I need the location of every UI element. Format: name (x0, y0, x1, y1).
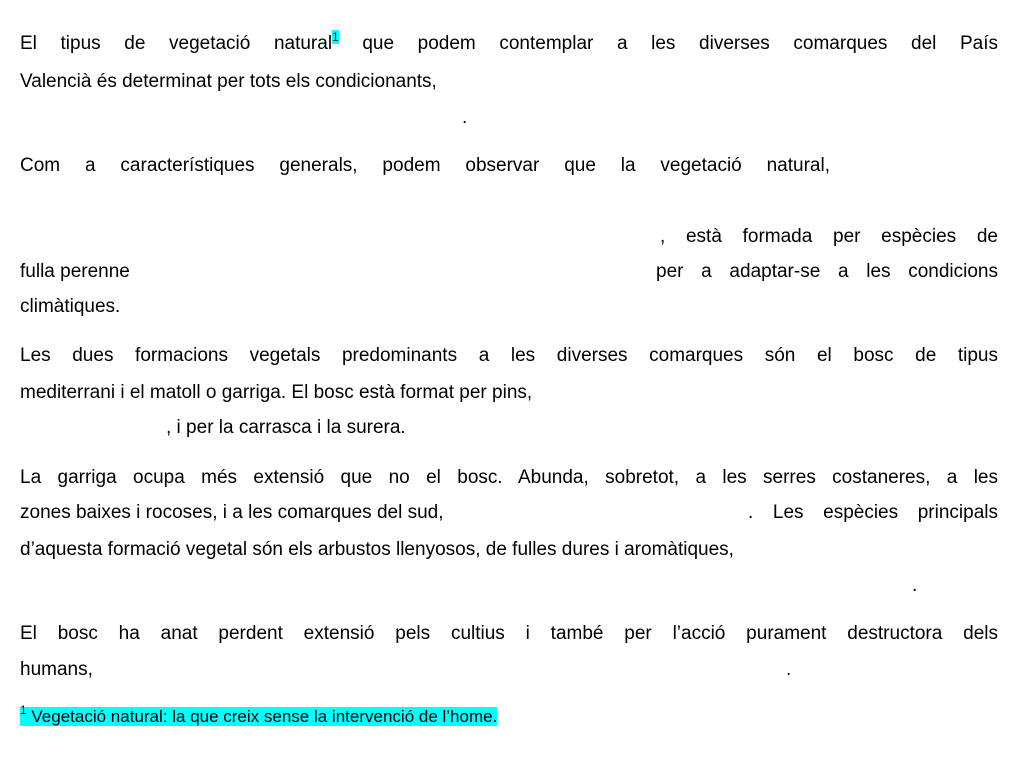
trailing-dot: . (462, 107, 468, 128)
footnote-ref-marker: 1 (332, 30, 339, 44)
p4-line-2 (20, 498, 998, 528)
trailing-dot: . (912, 575, 918, 596)
trailing-dot: . (786, 659, 792, 680)
text: Com a característiques generals, podem observar que la vegetació natural, (20, 155, 830, 176)
p2-line-4: climàtiques. (20, 296, 121, 317)
text: humans, (20, 659, 93, 680)
p1-line-2: Valencià és determinat per tots els condicionants, (20, 71, 437, 92)
p3-line-2: mediterrani i el matoll o garriga. El bosc està format per pins, (20, 382, 533, 403)
footnote (20, 703, 998, 731)
p4-line-1: La garriga ocupa més extensió que no el bosc. Abunda, sobretot, a les serres costaneres, a les (20, 467, 998, 488)
text: . Les espècies principals (748, 502, 998, 523)
text: El tipus de vegetació natural (20, 33, 333, 54)
p3-line-1: Les dues formacions vegetals predominants a les diverses comarques són el bosc de tipus (20, 345, 998, 366)
footnote-highlight (20, 703, 498, 726)
p5-line-2 (20, 655, 998, 685)
p2-line-3 (20, 257, 998, 287)
text: , està formada per espècies de (660, 226, 998, 247)
p1-line-1 (20, 29, 998, 59)
text: per a adaptar-se a les condicions (656, 261, 998, 282)
p1-line-3 (20, 103, 998, 133)
p2-line-2 (20, 222, 998, 252)
p5-line-1: El bosc ha anat perdent extensió pels cultius i també per l’acció purament destructora dels (20, 623, 998, 644)
text: , i per la carrasca i la surera. (166, 417, 406, 438)
footnote-text: Vegetació natural: la que creix sense la intervenció de l’home. (26, 707, 498, 726)
text: zones baixes i rocoses, i a les comarques del sud, (20, 502, 444, 523)
text: que podem contemplar a les diverses comarques del País (338, 33, 998, 54)
p4-line-3: d’aquesta formació vegetal són els arbustos llenyosos, de fulles dures i aromàtiques, (20, 539, 734, 560)
p2-line-1 (20, 151, 998, 181)
p4-line-4 (20, 571, 998, 601)
footnote-marker: 1 (20, 703, 27, 717)
p3-line-3 (20, 413, 998, 443)
text: fulla perenne (20, 261, 130, 282)
